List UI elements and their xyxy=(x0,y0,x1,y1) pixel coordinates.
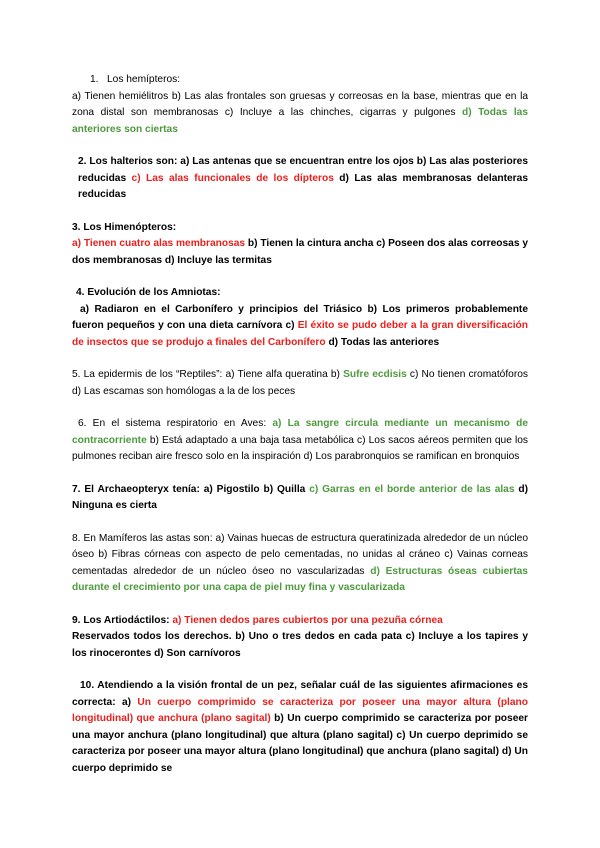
options-text-end: d) Todas las anteriores xyxy=(325,336,440,348)
options-text: a) Tienen hemiélitros b) Las alas frontales son gruesas y correosas en la base, mientras que en la zona distal son membranosas c) Incluye a las chinches, cigarras y pulgones xyxy=(72,90,528,118)
options-text: b) Tienen la cintura ancha c) Poseen dos alas correosas y dos membranosas d) Incluye las termitas xyxy=(72,238,528,266)
options-text: b) Un cuerpo comprimido se caracteriza por poseer una mayor anchura (plano longitudinal) que altura (plano sagital) c) Un cuerpo deprimido se caracteriza por poseer una mayor altura (plano longitudinal) que anchura (plano sagital) d) Un cuerpo deprimido se xyxy=(72,713,528,774)
question-text: 10. Atendiendo a la visión frontal de un pez, señalar cuál de las siguientes afirmaciones es correcta: a) xyxy=(72,680,528,708)
question-4 xyxy=(72,285,528,351)
options-text: d) Las alas membranosas delanteras reducidas xyxy=(78,172,528,200)
options-text: d) Ninguna es cierta xyxy=(72,483,529,511)
question-text: 8. En Mamíferos las astas son: a) Vainas huecas de estructura queratinizada alrededor de un núcleo óseo b) Fibras córneas con aspecto de pelo cementadas, no unidas al cráneo c) Vainas corneas cementadas alrededor de un núcleo óseo no vascularizadas xyxy=(72,532,528,577)
correct-answer: Un cuerpo comprimido se caracteriza por poseer una mayor altura (plano longitudinal) que anchura (plano sagital) xyxy=(72,696,528,724)
question-5 xyxy=(72,367,528,400)
question-title: 9. Los Artiodáctilos: xyxy=(72,614,173,626)
correct-answer: a) Tienen cuatro alas membranosas xyxy=(72,238,246,249)
question-10 xyxy=(72,678,528,777)
options-text: Reservados todos los derechos. b) Uno o tres dedos en cada pata c) Incluye a los tapires y los rinocerontes d) Son carnívoros xyxy=(72,631,528,659)
question-text: 2. Los halterios son: a) Las antenas que se encuentran entre los ojos b) Las alas posteriores reducidas xyxy=(78,156,528,184)
question-1-options xyxy=(72,89,528,139)
correct-answer: a) La sangre circula mediante un mecanismo de contracorriente xyxy=(72,418,528,446)
correct-answer: c) Las alas funcionales de los dípteros xyxy=(131,172,334,184)
question-document xyxy=(72,72,528,777)
options-text: a) Radiaron en el Carbonífero y principios del Triásico b) Los primeros probablemente fueron pequeños y con una dieta carnívora c) xyxy=(72,303,528,331)
question-9-title xyxy=(72,613,528,630)
question-6 xyxy=(72,416,528,466)
correct-answer: a) Tienen dedos pares cubiertos por una pezuña córnea xyxy=(172,614,443,626)
question-title: 4. Evolución de los Amniotas: xyxy=(76,287,221,298)
question-text: 6. En el sistema respiratorio en Aves: xyxy=(78,418,273,429)
question-7 xyxy=(72,482,528,515)
question-3-options xyxy=(72,236,528,269)
correct-answer: d) Estructuras óseas cubiertas durante el crecimiento por una capa de piel muy fina y vascularizada xyxy=(72,565,528,593)
question-4-options xyxy=(72,302,528,352)
correct-answer: El éxito se pudo deber a la gran diversificación de insectos que se produjo a finales del Carbonífero xyxy=(72,320,529,348)
question-1 xyxy=(72,72,528,138)
question-3 xyxy=(72,220,528,270)
options-text: b) Está adaptado a una baja tasa metabólica c) Los sacos aéreos permiten que los pulmones reciban aire fresco solo en la inspiración d) Los parabronquios se ramifican en bronquios xyxy=(72,434,528,462)
question-1-title xyxy=(72,72,528,89)
question-title: Los hemípteros: xyxy=(107,74,181,85)
question-title: 3. Los Himenópteros: xyxy=(72,221,177,233)
question-9 xyxy=(72,613,528,663)
question-2 xyxy=(72,154,528,204)
correct-answer: c) Garras en el borde anterior de las alas xyxy=(309,483,515,495)
question-text: 5. La epidermis de los “Reptiles”: a) Tiene alfa queratina b) xyxy=(72,369,344,380)
options-text: c) No tienen cromatóforos d) Las escamas son homólogas a la de los peces xyxy=(72,369,528,397)
question-text: 7. El Archaeopteryx tenía: a) Pigostilo b) Quilla xyxy=(72,483,310,495)
correct-answer: Sufre ecdisis xyxy=(343,369,407,380)
correct-answer: d) Todas las anteriores son ciertas xyxy=(72,107,528,135)
question-8 xyxy=(72,531,528,597)
list-number: 1. xyxy=(90,74,99,85)
